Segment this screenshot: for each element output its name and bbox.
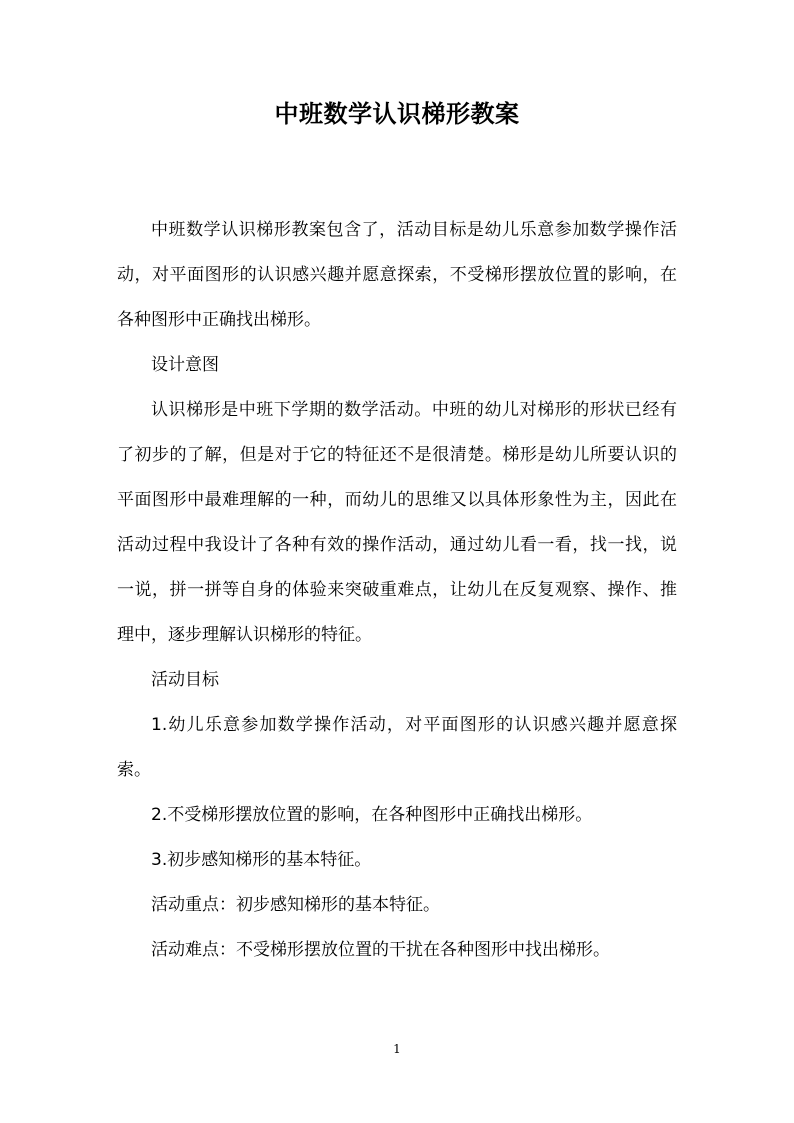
document-title: 中班数学认识梯形教案	[274, 99, 520, 128]
goal-item-1: 1.幼儿乐意参加数学操作活动，对平面图形的认识感兴趣并愿意探索。	[117, 715, 677, 780]
activity-key-point: 活动重点：初步感知梯形的基本特征。	[151, 895, 440, 915]
document-body	[117, 208, 677, 973]
activity-difficulty: 活动难点：不受梯形摆放位置的干扰在各种图形中找出梯形。	[151, 940, 610, 960]
page-number: 1	[393, 1042, 401, 1056]
section-heading-activity-goals: 活动目标	[151, 670, 219, 690]
intro-paragraph: 中班数学认识梯形教案包含了，活动目标是幼儿乐意参加数学操作活动，对平面图形的认识感兴趣并愿意探索，不受梯形摆放位置的影响，在各种图形中正确找出梯形。	[117, 220, 677, 330]
goal-item-2: 2.不受梯形摆放位置的影响，在各种图形中正确找出梯形。	[151, 805, 593, 825]
section-heading-design-intent: 设计意图	[151, 355, 219, 375]
goal-item-3: 3.初步感知梯形的基本特征。	[151, 850, 372, 870]
design-intent-paragraph: 认识梯形是中班下学期的数学活动。中班的幼儿对梯形的形状已经有了初步的了解，但是对于它的特征还不是很清楚。梯形是幼儿所要认识的平面图形中最难理解的一种，而幼儿的思维又以具体形象性为主，因此在活动过程中我设计了各种有效的操作活动，通过幼儿看一看，找一找，说一说，拼一拼等自身的体验来突破重难点，让幼儿在反复观察、操作、推理中，逐步理解认识梯形的特征。	[117, 400, 677, 645]
